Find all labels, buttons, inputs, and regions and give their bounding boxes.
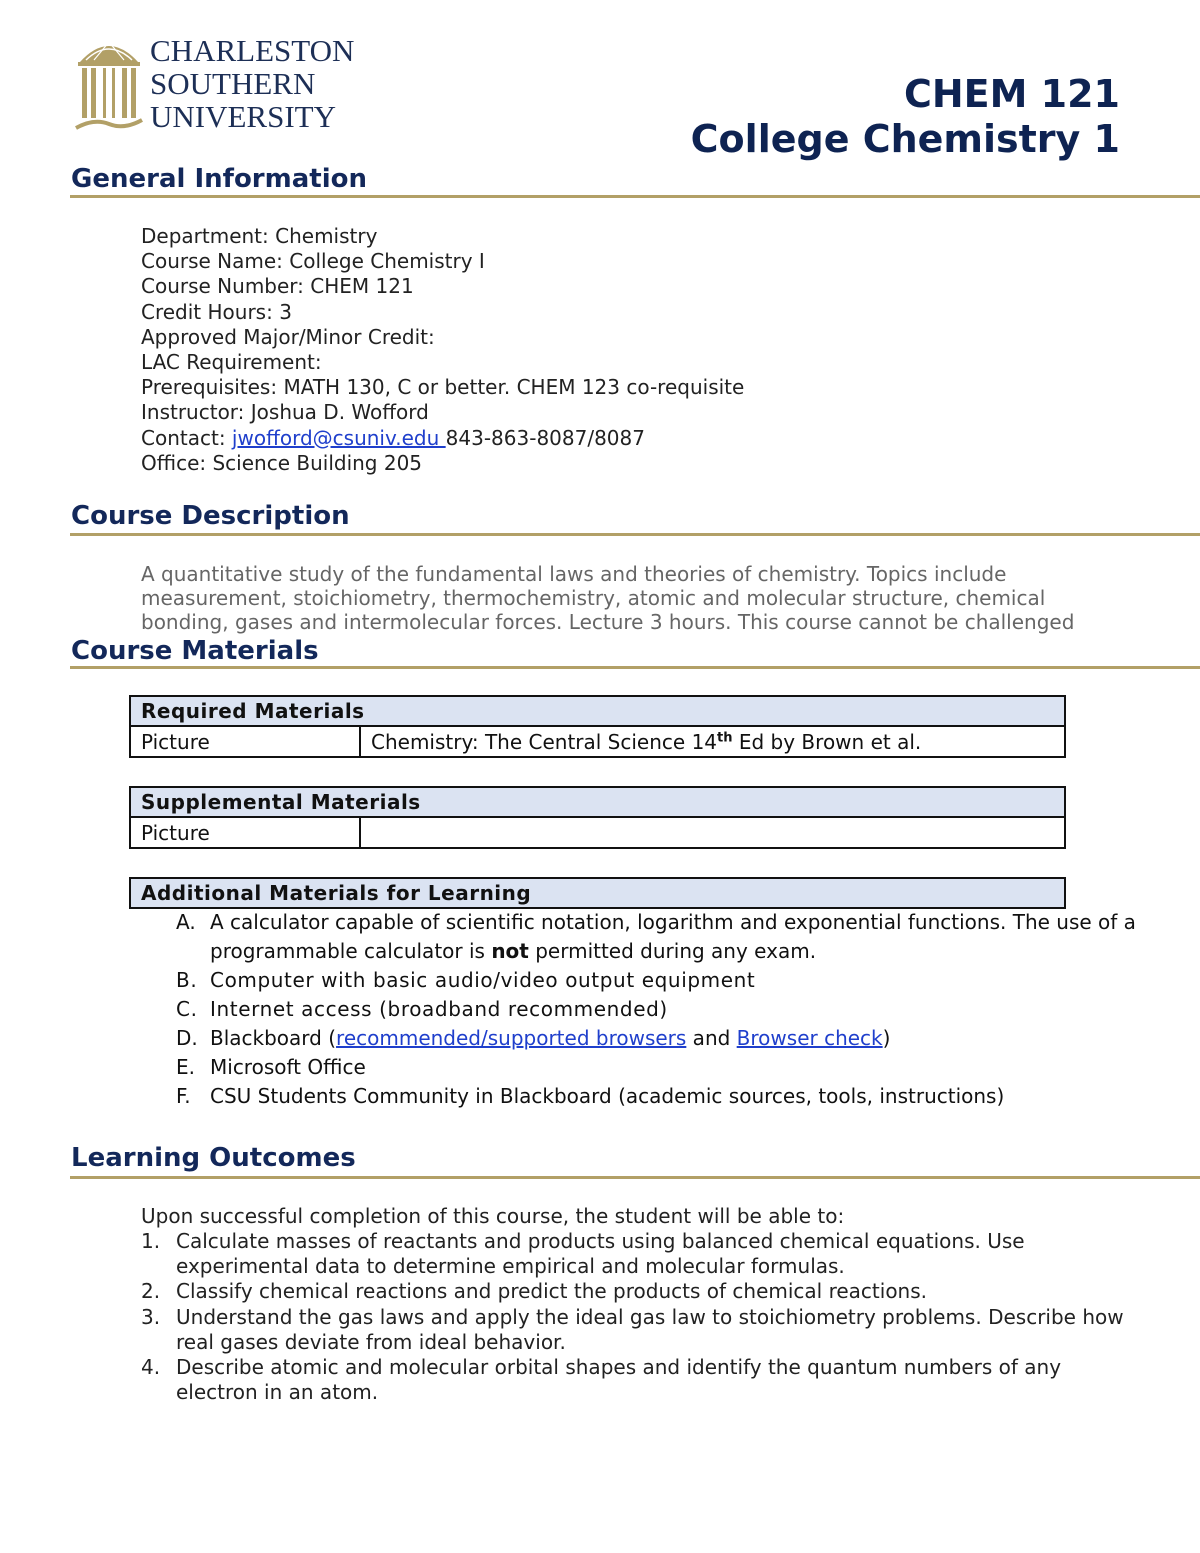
textbook-author: Ed by Brown et al.	[732, 729, 922, 754]
list-marker: F.	[176, 1084, 191, 1108]
logo-line-2: SOUTHERN	[150, 66, 316, 101]
course-description: A quantitative study of the fundamental laws and theories of chemistry. Topics include measurement, stoichiometry, thermochemistry, atomic and molecular structure, chemical bonding, gases and intermolecular forces. Lecture 3 hours. This course cannot be challenged	[141, 562, 1075, 634]
browser-check-link[interactable]: Browser check	[736, 1026, 883, 1050]
list-item	[170, 966, 1150, 995]
item-text: Blackboard (	[210, 1026, 337, 1050]
required-materials-header: Required Materials	[130, 696, 1065, 726]
contact-email-link[interactable]: jwofford@csuniv.edu	[231, 425, 446, 450]
info-course-name: Course Name: College Chemistry I	[141, 249, 485, 274]
required-textbook-cell	[360, 726, 1065, 757]
list-item	[141, 1279, 1141, 1304]
supplemental-picture-cell: Picture	[130, 817, 360, 848]
list-marker: B.	[176, 968, 198, 992]
item-text: Describe atomic and molecular orbital shapes and identify the quantum numbers of any electron in an atom.	[176, 1355, 1062, 1405]
item-text: permitted during any exam.	[528, 939, 817, 963]
list-marker: A.	[176, 910, 196, 934]
item-text: Internet access (broadband recommended)	[210, 997, 668, 1021]
supported-browsers-link[interactable]: recommended/supported browsers	[336, 1026, 687, 1050]
university-name	[150, 34, 354, 133]
info-credit-hours: Credit Hours: 3	[141, 299, 292, 324]
list-item	[170, 908, 1150, 966]
textbook-title: Chemistry: The Central Science 14	[371, 729, 718, 754]
emphasis-not: not	[491, 939, 529, 963]
outcomes-intro: Upon successful completion of this course, the student will be able to:	[141, 1204, 845, 1228]
required-picture-cell: Picture	[130, 726, 360, 757]
course-title: College Chemistry 1	[690, 117, 1120, 161]
course-code: CHEM 121	[903, 72, 1120, 116]
list-marker: D.	[176, 1026, 198, 1050]
contact-phone: 843-863-8087/8087	[445, 425, 645, 450]
additional-materials-table	[129, 877, 1066, 909]
item-text: Classify chemical reactions and predict the products of chemical reactions.	[176, 1279, 928, 1304]
list-item	[141, 1305, 1141, 1355]
logo-line-1: CHARLESTON	[150, 33, 355, 68]
supplemental-materials-table	[129, 786, 1066, 849]
list-item	[170, 1082, 1150, 1111]
list-marker: E.	[176, 1055, 195, 1079]
learning-outcomes-list	[141, 1229, 1141, 1405]
item-text: CSU Students Community in Blackboard (academic sources, tools, instructions)	[210, 1084, 1005, 1108]
section-title-outcomes: Learning Outcomes	[71, 1143, 356, 1173]
supplemental-materials-header: Supplemental Materials	[130, 787, 1065, 817]
logo-line-3: UNIVERSITY	[150, 99, 336, 134]
additional-materials-list	[170, 908, 1150, 1111]
list-marker: 4.	[141, 1355, 161, 1380]
contact-label: Contact:	[141, 425, 232, 450]
section-divider	[70, 1176, 1200, 1179]
section-divider	[70, 533, 1200, 536]
item-text: A calculator capable of scientific notation, logarithm and exponential functions. The use of a programmable calculator is	[210, 910, 1136, 963]
section-divider	[70, 195, 1200, 198]
university-logo-icon	[74, 34, 144, 132]
info-contact	[141, 426, 744, 451]
list-marker: 3.	[141, 1304, 161, 1329]
list-item	[170, 1024, 1150, 1053]
section-title-materials: Course Materials	[71, 635, 339, 667]
section-title-general: General Information	[71, 164, 367, 194]
info-major-minor: Approved Major/Minor Credit:	[141, 324, 435, 349]
info-instructor: Instructor: Joshua D. Wofford	[141, 400, 429, 425]
item-text: Understand the gas laws and apply the ideal gas law to stoichiometry problems. Describe how real gases deviate from ideal behavior.	[176, 1304, 1124, 1354]
item-text: Microsoft Office	[210, 1055, 366, 1079]
item-text: )	[882, 1026, 891, 1050]
info-prerequisites: Prerequisites: MATH 130, C or better. CHEM 123 co-requisite	[141, 375, 745, 400]
list-marker: 2.	[141, 1279, 161, 1304]
item-text: and	[686, 1026, 737, 1050]
general-info-block	[141, 224, 744, 476]
info-department: Department: Chemistry	[141, 224, 378, 248]
required-materials-table	[129, 695, 1066, 758]
section-divider	[70, 666, 1200, 669]
info-lac: LAC Requirement:	[141, 350, 322, 375]
item-text: Computer with basic audio/video output equipment	[210, 968, 756, 992]
additional-materials-header: Additional Materials for Learning	[130, 878, 1065, 908]
list-item	[170, 995, 1150, 1024]
list-marker: C.	[176, 997, 198, 1021]
item-text: Calculate masses of reactants and products using balanced chemical equations. Use experimental data to determine empirical and molecular formulas.	[176, 1229, 1025, 1279]
info-office: Office: Science Building 205	[141, 450, 423, 475]
section-title-description: Course Description	[71, 501, 350, 531]
info-course-number: Course Number: CHEM 121	[141, 274, 414, 299]
list-item	[141, 1229, 1141, 1279]
list-item	[170, 1053, 1150, 1082]
list-item	[141, 1355, 1141, 1405]
list-marker: 1.	[141, 1229, 161, 1253]
textbook-edition-suffix: th	[717, 729, 733, 745]
supplemental-content-cell	[360, 817, 1065, 848]
